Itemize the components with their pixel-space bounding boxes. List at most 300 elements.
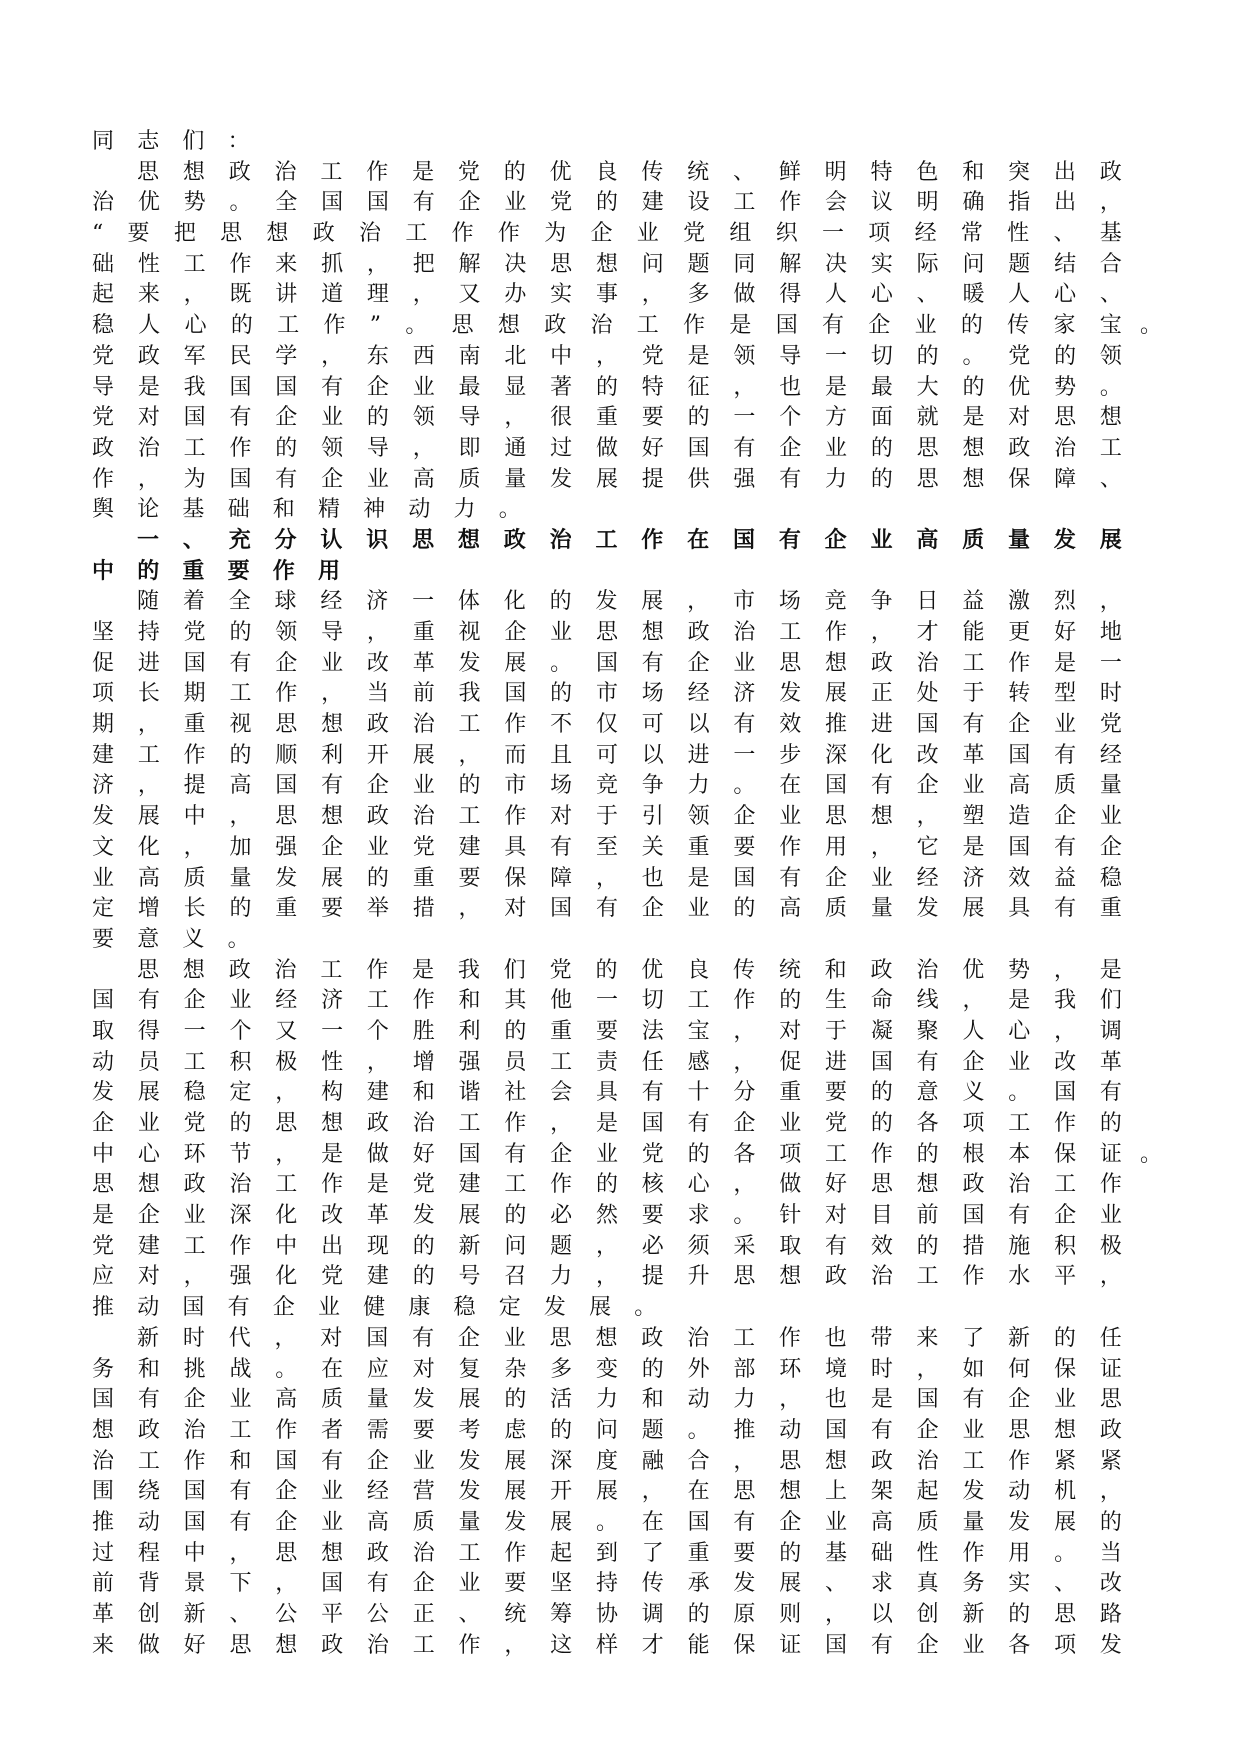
glyph: 高: [779, 896, 802, 922]
glyph: 具: [1008, 896, 1031, 922]
glyph: 鲜: [778, 159, 801, 185]
glyph: 是: [412, 957, 435, 983]
glyph: 到: [595, 1540, 618, 1566]
glyph: 领: [1099, 343, 1122, 369]
glyph: 且: [550, 742, 573, 768]
glyph: 国: [458, 1141, 481, 1167]
glyph: 企: [183, 1387, 206, 1413]
glyph: 国: [183, 650, 206, 676]
glyph: 国: [775, 313, 798, 339]
glyph: 色: [916, 159, 939, 185]
glyph: 党: [1099, 712, 1122, 738]
glyph: 工: [1054, 1172, 1077, 1198]
glyph: 展: [595, 1479, 618, 1505]
glyph: ，: [962, 988, 985, 1014]
glyph: 治: [274, 957, 297, 983]
glyph: 展: [504, 1479, 527, 1505]
glyph: 紧: [1099, 1448, 1122, 1474]
glyph: 核: [641, 1172, 664, 1198]
glyph: ，: [595, 343, 618, 369]
glyph: 是: [1008, 988, 1031, 1014]
glyph: 础: [870, 1540, 893, 1566]
glyph: 有: [412, 1325, 435, 1351]
glyph: 充: [228, 527, 251, 553]
glyph: 性: [916, 1540, 939, 1566]
glyph: 工: [595, 527, 618, 553]
glyph: 思: [275, 712, 298, 738]
glyph: ，: [687, 589, 710, 615]
glyph: 极: [1099, 1233, 1122, 1259]
glyph: 的: [504, 1018, 527, 1044]
glyph: 一: [595, 988, 618, 1014]
glyph: 采: [733, 1233, 756, 1259]
glyph: 企: [275, 1509, 298, 1535]
glyph: 背: [137, 1571, 160, 1597]
glyph: 党: [683, 221, 706, 247]
glyph: 企: [92, 1111, 115, 1136]
glyph: 要: [227, 558, 250, 584]
glyph: 。: [1008, 1080, 1031, 1106]
glyph: 证: [1099, 1356, 1122, 1382]
glyph: 党: [549, 957, 572, 983]
glyph: 讲: [275, 282, 298, 308]
glyph: 织: [775, 221, 798, 247]
glyph: 业: [1054, 1387, 1077, 1413]
glyph: 同: [733, 251, 756, 277]
glyph: 决: [825, 251, 848, 277]
glyph: 动: [137, 1295, 160, 1321]
glyph: 工: [733, 190, 756, 216]
glyph: 把: [173, 221, 196, 247]
glyph: 人: [962, 1018, 985, 1044]
text-line: [92, 1109, 1122, 1140]
glyph: 中: [92, 558, 115, 584]
glyph: 的: [229, 620, 252, 645]
glyph: 分: [274, 527, 297, 553]
glyph: 展: [504, 1448, 527, 1474]
glyph: 心: [870, 282, 893, 308]
glyph: ，: [137, 466, 160, 492]
glyph: 前: [412, 681, 435, 707]
glyph: 这: [550, 1632, 573, 1658]
glyph: ，: [275, 1080, 298, 1106]
glyph: 凝: [870, 1018, 893, 1044]
glyph: 来: [275, 251, 298, 277]
glyph: 是: [870, 1387, 893, 1413]
glyph: 在: [779, 773, 802, 799]
glyph: 业: [1099, 804, 1122, 830]
glyph: 建: [92, 742, 115, 768]
glyph: 大: [916, 374, 939, 400]
glyph: 工: [916, 1264, 939, 1290]
glyph: 增: [412, 1049, 435, 1075]
glyph: 的: [1008, 1602, 1031, 1627]
glyph: 中: [183, 804, 206, 830]
glyph: 业: [687, 896, 710, 922]
glyph: 新: [183, 1602, 206, 1627]
glyph: 国: [229, 466, 252, 492]
glyph: 题: [641, 1417, 664, 1443]
glyph: ，: [183, 282, 206, 308]
glyph: 公: [275, 1602, 298, 1627]
glyph: 作: [412, 988, 435, 1014]
glyph: 政: [366, 1111, 389, 1136]
glyph: 工: [1099, 435, 1122, 461]
glyph: 统: [504, 1602, 527, 1627]
glyph: 要: [595, 1018, 618, 1044]
glyph: ，: [733, 1018, 756, 1044]
glyph: 建: [366, 1264, 389, 1290]
glyph: 杂: [504, 1356, 527, 1382]
glyph: 治: [916, 957, 939, 983]
glyph: 强: [733, 466, 756, 492]
glyph: 政: [870, 1448, 893, 1474]
glyph: 问: [595, 1417, 618, 1443]
glyph: 境: [825, 1356, 848, 1382]
glyph: 业: [962, 773, 985, 799]
glyph: 合: [687, 1448, 710, 1474]
text-line: [92, 1416, 1122, 1447]
glyph: 际: [916, 251, 939, 277]
glyph: 障: [550, 865, 573, 891]
glyph: ，: [550, 1111, 573, 1136]
glyph: 至: [595, 834, 618, 860]
glyph: 特: [641, 374, 664, 400]
glyph: 围: [92, 1479, 115, 1505]
glyph: 领: [275, 620, 298, 645]
glyph: 想: [1099, 405, 1122, 431]
glyph: 组: [729, 221, 752, 247]
glyph: 构: [321, 1080, 344, 1106]
glyph: 我: [457, 957, 480, 983]
glyph: 发: [733, 1571, 756, 1597]
glyph: 它: [916, 834, 939, 860]
glyph: 工: [183, 1049, 206, 1075]
glyph: 想: [92, 1417, 115, 1443]
glyph: 想: [137, 1172, 160, 1198]
glyph: 场: [778, 589, 801, 615]
glyph: 和: [412, 1080, 435, 1106]
glyph: 效: [870, 1233, 893, 1259]
glyph: 的: [595, 374, 618, 400]
text-line: [92, 1569, 1122, 1600]
glyph: 领: [412, 405, 435, 431]
glyph: 也: [825, 1387, 848, 1413]
glyph: 革: [1099, 1049, 1122, 1075]
glyph: 是: [825, 374, 848, 400]
glyph: 做: [733, 282, 756, 308]
glyph: 改: [366, 650, 389, 676]
glyph: 有: [870, 1417, 893, 1443]
glyph: 南: [458, 343, 481, 369]
glyph: 稳: [453, 1295, 476, 1321]
glyph: 保: [733, 1632, 756, 1658]
glyph: 顺: [275, 742, 298, 768]
glyph: 重: [183, 712, 206, 738]
glyph: 的: [412, 1264, 435, 1290]
glyph: 一: [825, 343, 848, 369]
glyph: ”: [369, 313, 382, 339]
glyph: 论: [137, 497, 160, 523]
glyph: 质: [1054, 773, 1077, 799]
glyph: 是: [962, 405, 985, 431]
glyph: 正: [870, 681, 893, 707]
glyph: 推: [733, 1417, 756, 1443]
glyph: 面: [870, 405, 893, 431]
glyph: 治: [412, 1111, 435, 1136]
glyph: 证: [779, 1632, 802, 1658]
glyph: 有: [962, 1387, 985, 1413]
glyph: 导: [321, 620, 344, 645]
glyph: 环: [779, 1356, 802, 1382]
text-line: [92, 1631, 1122, 1662]
document-body: [92, 158, 1162, 1662]
glyph: 发: [962, 1479, 985, 1505]
glyph: 一: [137, 527, 160, 553]
glyph: 。: [733, 773, 756, 799]
glyph: 好: [1054, 620, 1077, 645]
text-line: [92, 833, 1122, 864]
glyph: 作: [779, 190, 802, 216]
glyph: 项: [779, 1141, 802, 1167]
glyph: 实: [870, 251, 893, 277]
glyph: 心: [184, 313, 207, 339]
glyph: 和: [641, 1387, 664, 1413]
glyph: 工: [962, 1448, 985, 1474]
glyph: 党: [92, 405, 115, 431]
glyph: 量: [504, 466, 527, 492]
glyph: ，: [321, 681, 344, 707]
glyph: 有: [366, 1571, 389, 1597]
glyph: 的: [870, 1080, 893, 1106]
glyph: 国: [183, 405, 206, 431]
glyph: 量: [870, 896, 893, 922]
glyph: 国: [183, 1479, 206, 1505]
glyph: 领: [687, 804, 710, 830]
glyph: 要: [412, 1417, 435, 1443]
glyph: 的: [458, 773, 481, 799]
glyph: 的: [229, 1111, 252, 1136]
glyph: 心: [1008, 1018, 1031, 1044]
glyph: 最: [870, 374, 893, 400]
glyph: 的: [779, 988, 802, 1014]
text-line: [92, 864, 1122, 895]
glyph: 具: [504, 834, 527, 860]
glyph: 发: [92, 1080, 115, 1106]
glyph: ，: [870, 620, 893, 645]
text-line: [92, 649, 1122, 680]
glyph: 激: [1008, 589, 1031, 615]
glyph: 北: [504, 343, 527, 369]
glyph: 员: [504, 1049, 527, 1075]
glyph: 义: [182, 926, 205, 952]
glyph: 发: [779, 681, 802, 707]
glyph: 力: [825, 466, 848, 492]
glyph: 治: [412, 712, 435, 738]
glyph: 一: [733, 742, 756, 768]
glyph: 想: [457, 527, 480, 553]
glyph: 突: [1008, 159, 1031, 185]
glyph: ，: [366, 251, 389, 277]
glyph: 经: [916, 865, 939, 891]
glyph: 企: [183, 988, 206, 1014]
glyph: 国: [92, 1387, 115, 1413]
overflow-punctuation: 。: [1139, 313, 1162, 339]
glyph: 办: [504, 282, 527, 308]
glyph: 想: [275, 1632, 298, 1658]
glyph: 基: [1099, 221, 1122, 247]
glyph: 优: [962, 957, 985, 983]
glyph: 合: [1099, 251, 1122, 277]
glyph: 的: [503, 159, 526, 185]
glyph: 、: [1053, 221, 1076, 247]
glyph: 要: [733, 1540, 756, 1566]
glyph: 思: [825, 804, 848, 830]
glyph: 个: [366, 1018, 389, 1044]
glyph: 神: [363, 497, 386, 523]
glyph: 政: [366, 1540, 389, 1566]
glyph: 出: [321, 1233, 344, 1259]
glyph: 业: [321, 650, 344, 676]
glyph: 社: [504, 1080, 527, 1106]
glyph: 明: [916, 190, 939, 216]
glyph: ，: [412, 282, 435, 308]
glyph: 业: [870, 865, 893, 891]
glyph: 为: [544, 221, 567, 247]
text-line: [92, 1600, 1122, 1631]
glyph: 动: [687, 1387, 710, 1413]
glyph: 业: [825, 435, 848, 461]
glyph: 革: [92, 1602, 115, 1627]
glyph: 胜: [412, 1018, 435, 1044]
glyph: 、: [458, 1602, 481, 1627]
glyph: 业: [825, 1509, 848, 1535]
glyph: 融: [641, 1448, 664, 1474]
glyph: 政: [228, 957, 251, 983]
glyph: 义: [962, 1080, 985, 1106]
glyph: 有: [227, 1295, 250, 1321]
glyph: 。: [550, 650, 573, 676]
glyph: 的: [137, 558, 160, 584]
glyph: 党: [641, 343, 664, 369]
glyph: 中: [275, 1233, 298, 1259]
glyph: 我: [458, 681, 481, 707]
glyph: 代: [228, 1325, 251, 1351]
glyph: 国: [595, 650, 618, 676]
glyph: 势: [1054, 374, 1077, 400]
glyph: 活: [550, 1387, 573, 1413]
glyph: 的: [1053, 1325, 1076, 1351]
glyph: 承: [687, 1571, 710, 1597]
glyph: 切: [641, 988, 664, 1014]
glyph: 坚: [550, 1571, 573, 1597]
glyph: 业: [458, 1571, 481, 1597]
glyph: 益: [962, 589, 985, 615]
glyph: 国: [321, 1571, 344, 1597]
glyph: 治: [366, 1632, 389, 1658]
text-line: [92, 280, 1122, 311]
glyph: 责: [595, 1049, 618, 1075]
glyph: 建: [458, 1172, 481, 1198]
glyph: 企: [321, 466, 344, 492]
glyph: 益: [1054, 865, 1077, 891]
glyph: 量: [229, 865, 252, 891]
document-page: [92, 127, 1162, 1661]
glyph: 东: [366, 343, 389, 369]
glyph: 政: [870, 957, 893, 983]
glyph: 创: [916, 1602, 939, 1627]
glyph: 作: [504, 1540, 527, 1566]
glyph: 着: [182, 589, 205, 615]
glyph: 好: [412, 1141, 435, 1167]
glyph: 想: [825, 650, 848, 676]
glyph: 业: [92, 865, 115, 891]
glyph: 想: [916, 1172, 939, 1198]
glyph: 革: [412, 650, 435, 676]
glyph: 坚: [92, 620, 115, 645]
glyph: 的: [595, 957, 618, 983]
glyph: ，: [916, 1356, 939, 1382]
glyph: 原: [733, 1602, 756, 1627]
glyph: 需: [366, 1417, 389, 1443]
glyph: 高: [137, 865, 160, 891]
glyph: 。: [229, 190, 252, 216]
glyph: 绕: [137, 1479, 160, 1505]
glyph: 心: [137, 1141, 160, 1167]
glyph: 治: [590, 313, 613, 339]
glyph: 的: [1054, 343, 1077, 369]
glyph: 最: [458, 374, 481, 400]
glyph: 业: [962, 1632, 985, 1658]
glyph: 人: [138, 313, 161, 339]
glyph: 业: [366, 466, 389, 492]
glyph: 在: [687, 527, 710, 553]
text-line: [92, 894, 1122, 925]
glyph: 业: [317, 1295, 340, 1321]
glyph: 业: [1099, 1203, 1122, 1229]
glyph: 平: [321, 1602, 344, 1627]
glyph: 务: [92, 1356, 115, 1382]
glyph: 优: [641, 957, 664, 983]
glyph: 复: [458, 1356, 481, 1382]
glyph: 党: [412, 834, 435, 860]
glyph: 企: [1008, 712, 1031, 738]
glyph: 进: [137, 650, 160, 676]
text-line: [92, 771, 1122, 802]
glyph: 质: [825, 896, 848, 922]
glyph: 良: [687, 957, 710, 983]
glyph: 发: [92, 804, 115, 830]
glyph: 型: [1054, 681, 1077, 707]
glyph: 作: [458, 1632, 481, 1658]
glyph: 业: [962, 1417, 985, 1443]
glyph: ，: [183, 1264, 206, 1290]
glyph: 多: [550, 1356, 573, 1382]
text-line: [92, 1048, 1122, 1079]
glyph: 导: [92, 374, 115, 400]
glyph: 。: [634, 1295, 657, 1321]
glyph: 有: [137, 1387, 160, 1413]
glyph: 。: [275, 1356, 298, 1382]
text-line: [92, 956, 1122, 987]
glyph: 发: [1099, 1632, 1122, 1658]
glyph: 促: [779, 1049, 802, 1075]
glyph: 政: [312, 221, 335, 247]
glyph: 特: [870, 159, 893, 185]
glyph: 统: [778, 957, 801, 983]
glyph: 工: [687, 988, 710, 1014]
glyph: 工: [137, 742, 160, 768]
